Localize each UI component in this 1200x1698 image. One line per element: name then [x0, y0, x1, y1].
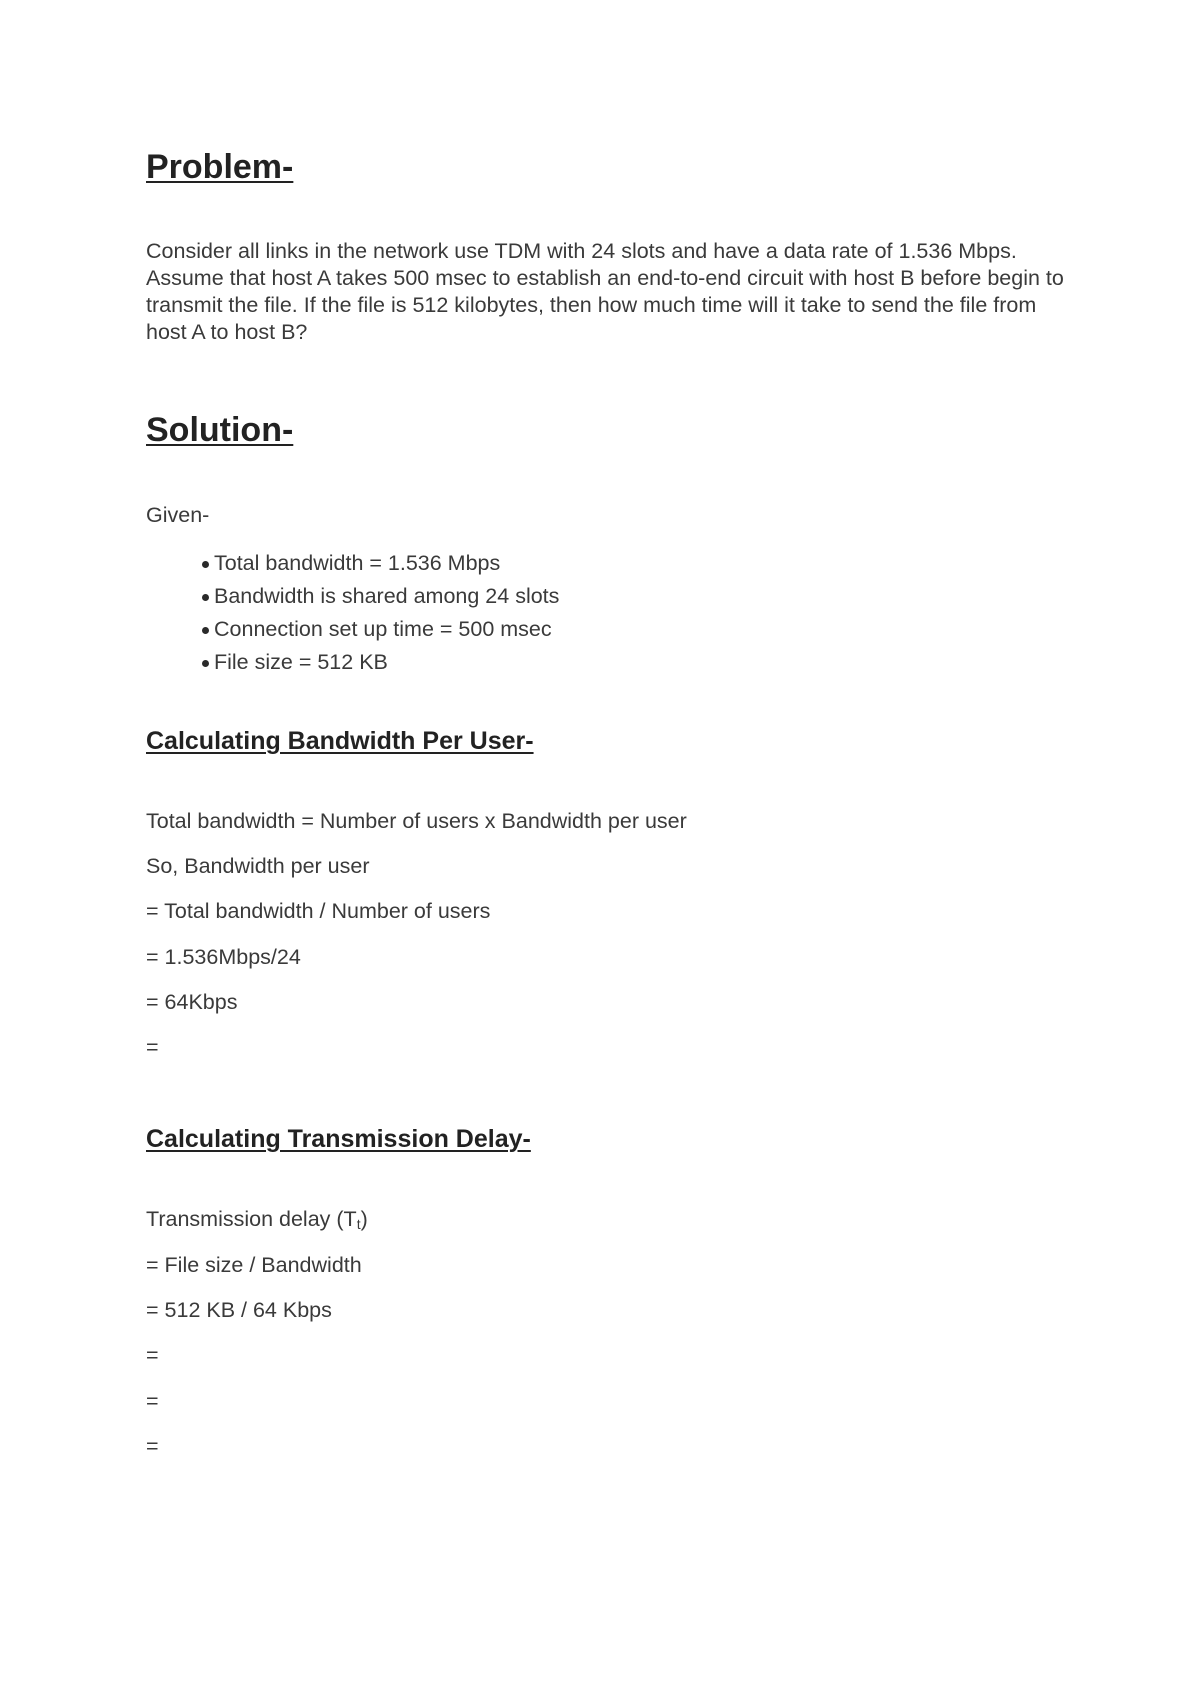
transmission-delay-label: [146, 1206, 368, 1233]
given-label: Given-: [146, 503, 210, 527]
transmission-delay-subscript: t: [356, 1216, 361, 1232]
bandwidth-line: Total bandwidth = Number of users x Bandwidth per user: [146, 809, 687, 833]
bullet-icon: [202, 627, 209, 634]
given-item-text: File size = 512 KB: [214, 650, 388, 674]
given-item: [202, 646, 559, 679]
bandwidth-line: = 1.536Mbps/24: [146, 945, 301, 969]
bandwidth-line: = Total bandwidth / Number of users: [146, 899, 491, 923]
bullet-icon: [202, 561, 209, 568]
given-item: [202, 547, 559, 580]
transmission-line: =: [146, 1434, 159, 1458]
transmission-delay-suffix: ): [360, 1207, 368, 1231]
bandwidth-heading: Calculating Bandwidth Per User-: [146, 727, 534, 755]
transmission-heading: Calculating Transmission Delay-: [146, 1125, 531, 1153]
bullet-icon: [202, 594, 209, 601]
given-item-text: Connection set up time = 500 msec: [214, 617, 552, 641]
problem-text: Consider all links in the network use TDM with 24 slots and have a data rate of 1.536 Mbps. Assume that host A takes 500 msec to establish an end-to-end circuit with host B before begin to transmit the file. If the file is 512 kilobytes, then how much time will it take to send the file from host A to host B?: [146, 239, 1064, 344]
bandwidth-line: =: [146, 1035, 159, 1059]
problem-heading: Problem-: [146, 148, 294, 186]
transmission-line: = File size / Bandwidth: [146, 1253, 362, 1277]
given-item-text: Bandwidth is shared among 24 slots: [214, 584, 560, 608]
bullet-icon: [202, 660, 209, 667]
transmission-line: =: [146, 1343, 159, 1367]
given-item: [202, 613, 559, 646]
transmission-line: =: [146, 1389, 159, 1413]
given-item-text: Total bandwidth = 1.536 Mbps: [214, 551, 501, 575]
bandwidth-line: So, Bandwidth per user: [146, 854, 370, 878]
given-item: [202, 580, 559, 613]
bandwidth-line: = 64Kbps: [146, 990, 238, 1014]
transmission-line: = 512 KB / 64 Kbps: [146, 1298, 332, 1322]
transmission-delay-prefix: Transmission delay (T: [146, 1207, 357, 1231]
given-list: [202, 547, 559, 679]
solution-heading: Solution-: [146, 411, 294, 449]
